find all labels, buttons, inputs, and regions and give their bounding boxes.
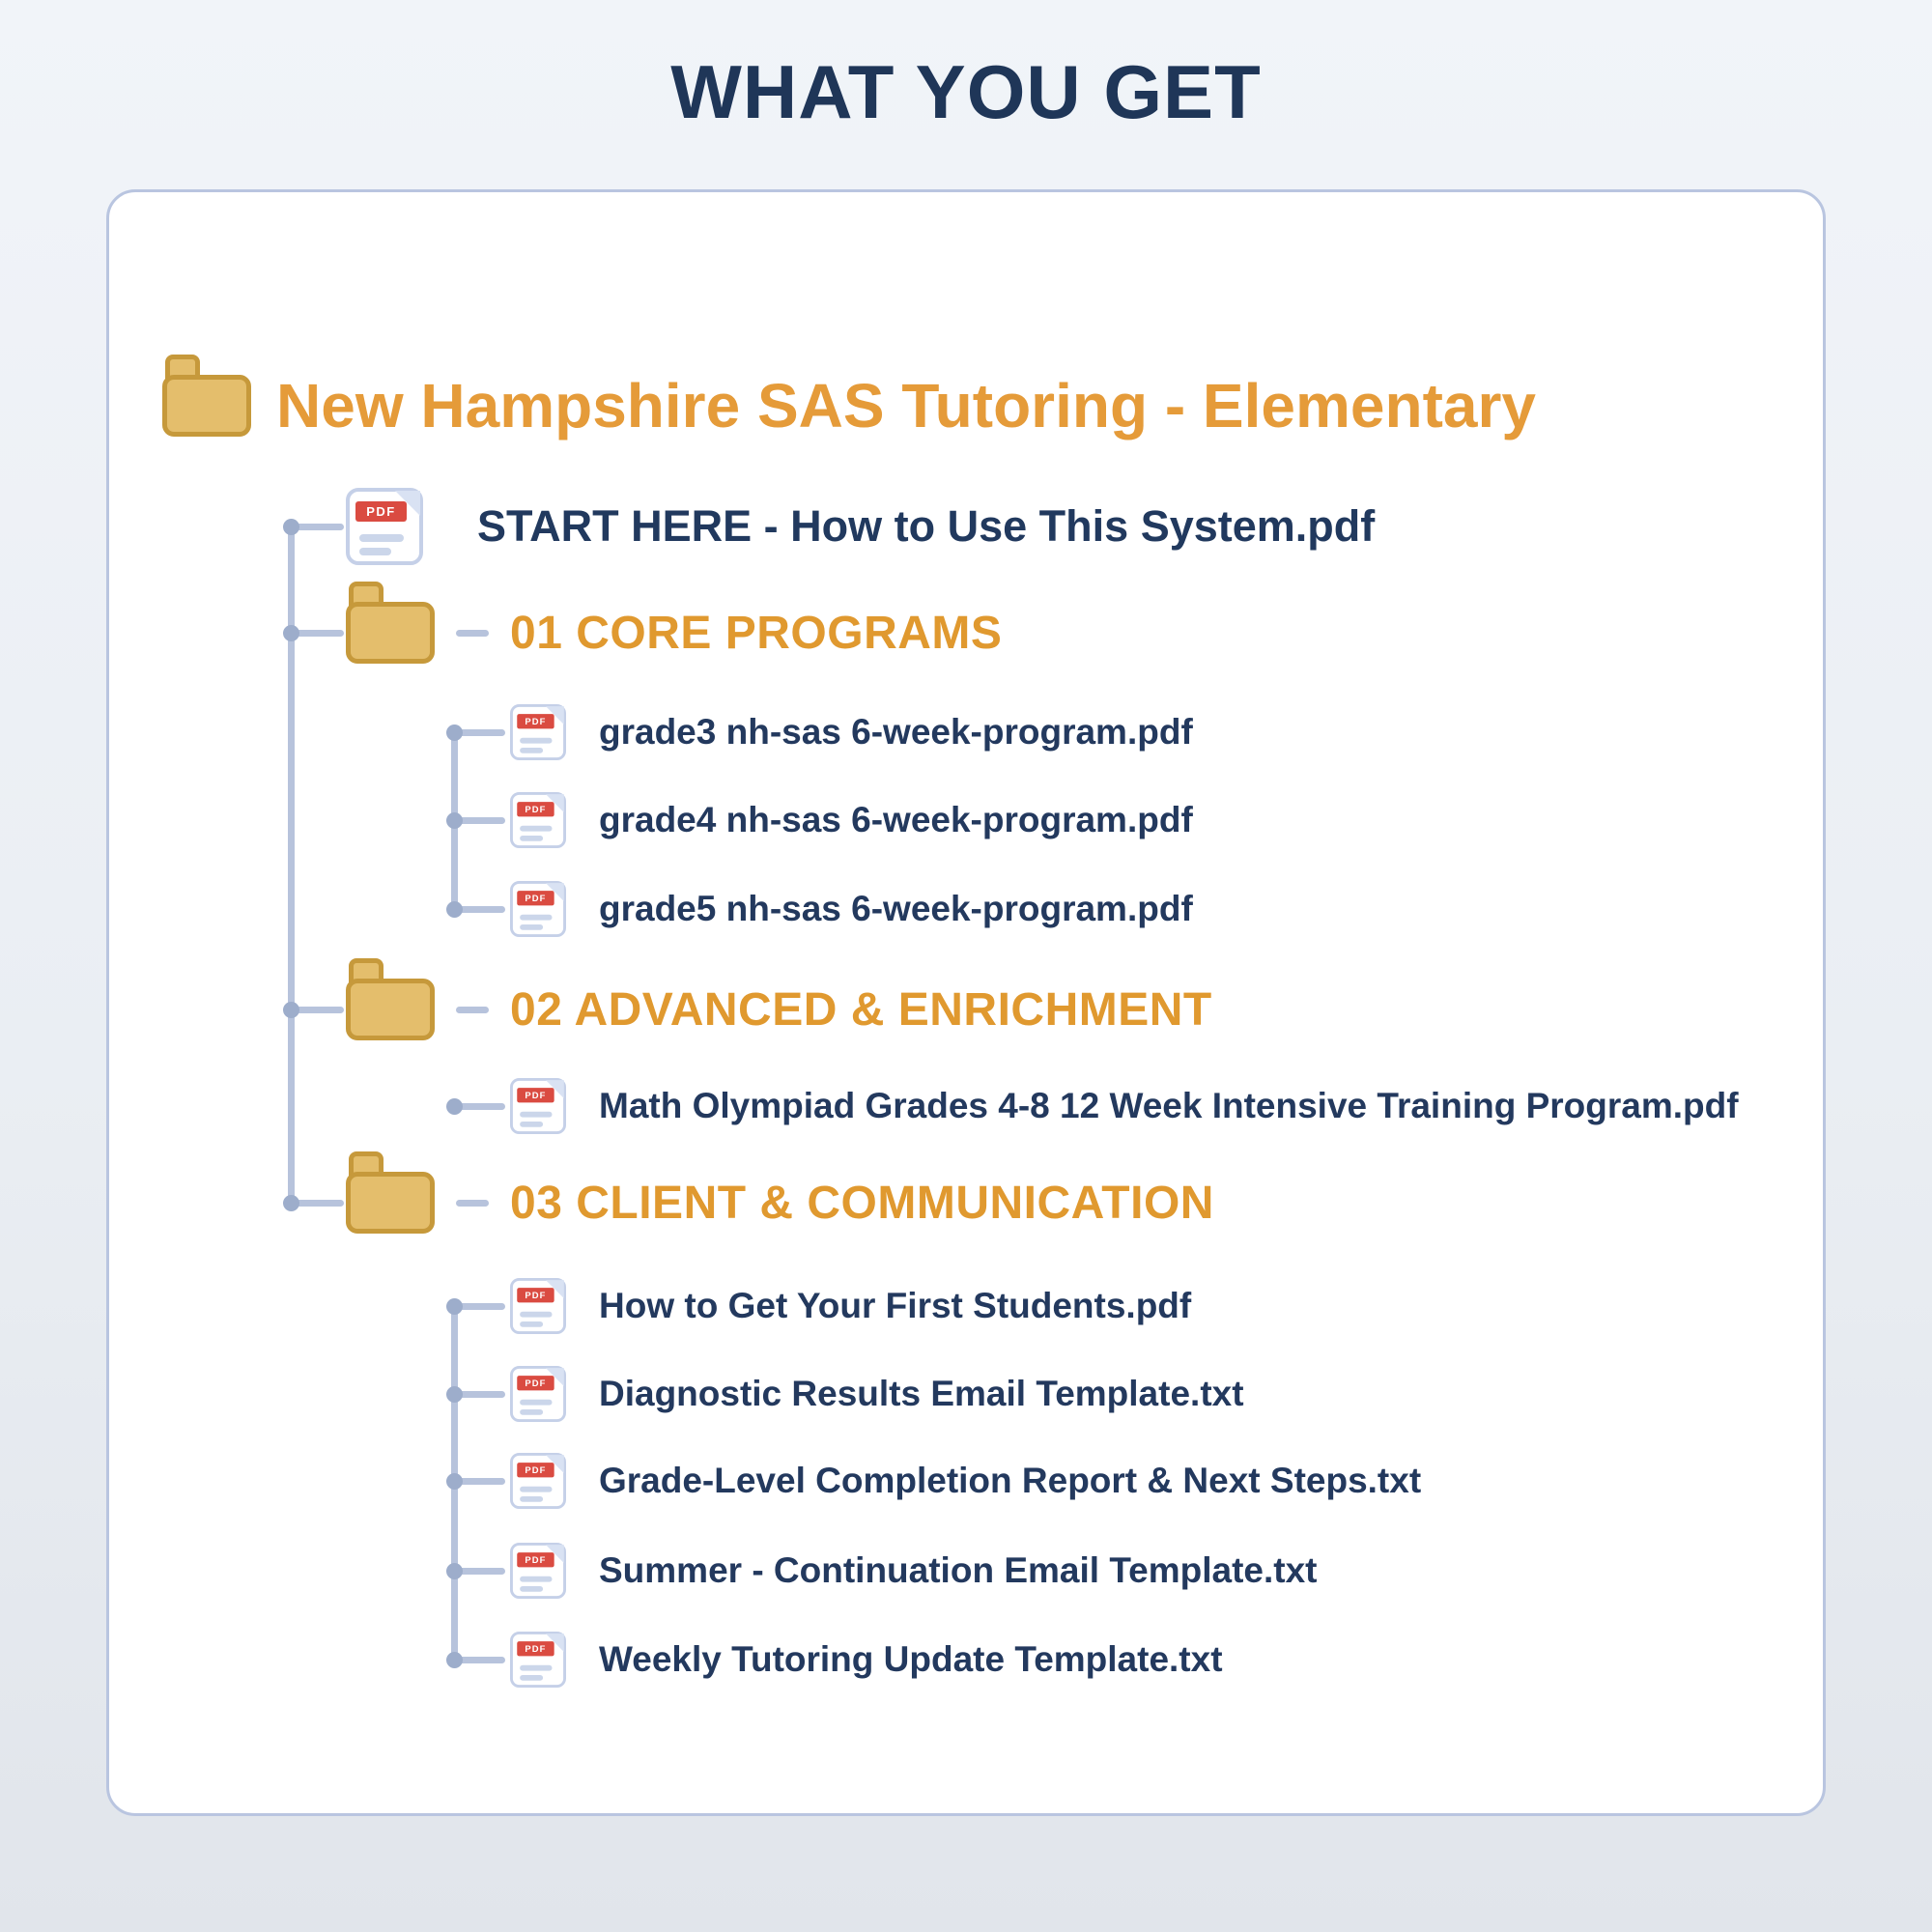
- file-item-grade4: [510, 781, 1193, 859]
- junction-dot: [446, 1386, 463, 1403]
- junction-dot: [283, 625, 299, 641]
- pdf-file-icon: [510, 1632, 566, 1688]
- junction-dot: [283, 1195, 299, 1211]
- pdf-file-icon: [510, 1453, 566, 1509]
- pdf-file-icon: [510, 1543, 566, 1599]
- file-item-grade3: [510, 694, 1193, 771]
- folder-label: 01 CORE PROGRAMS: [510, 607, 1003, 659]
- folder-item-02-advanced-enrichment: [346, 963, 1212, 1056]
- tree-connector-dash: [456, 1200, 489, 1207]
- pdf-badge-label: PDF: [517, 1552, 554, 1567]
- junction-dot: [283, 519, 299, 535]
- folder-icon: [346, 602, 435, 664]
- file-label: How to Get Your First Students.pdf: [599, 1286, 1192, 1325]
- file-item-start-here: [346, 486, 1375, 567]
- pdf-badge-label: PDF: [517, 1463, 554, 1477]
- file-label: grade4 nh-sas 6-week-program.pdf: [599, 800, 1193, 839]
- pdf-badge-label: PDF: [517, 1376, 554, 1390]
- pdf-badge-label: PDF: [355, 501, 407, 522]
- pdf-badge-label: PDF: [517, 891, 554, 905]
- pdf-badge-label: PDF: [517, 802, 554, 816]
- junction-dot: [446, 1298, 463, 1315]
- file-item-diagnostic-email: [510, 1355, 1244, 1433]
- pdf-file-icon: [346, 488, 423, 565]
- pdf-file-icon: [510, 1278, 566, 1334]
- file-label: START HERE - How to Use This System.pdf: [477, 501, 1376, 551]
- file-item-first-students: [510, 1267, 1191, 1345]
- file-label: Weekly Tutoring Update Template.txt: [599, 1639, 1223, 1679]
- file-item-completion-report: [510, 1442, 1421, 1520]
- page-title: WHAT YOU GET: [670, 49, 1262, 134]
- file-label: grade5 nh-sas 6-week-program.pdf: [599, 889, 1193, 928]
- folder-icon: [346, 979, 435, 1040]
- folder-label: 03 CLIENT & COMMUNICATION: [510, 1177, 1214, 1229]
- file-label: Summer - Continuation Email Template.txt: [599, 1550, 1318, 1590]
- pdf-file-icon: [510, 1366, 566, 1422]
- file-label: grade3 nh-sas 6-week-program.pdf: [599, 712, 1193, 752]
- file-item-grade5: [510, 870, 1193, 948]
- folder-icon: [162, 375, 251, 437]
- pdf-file-icon: [510, 704, 566, 760]
- file-label: Grade-Level Completion Report & Next Steps.txt: [599, 1461, 1422, 1500]
- junction-dot: [446, 1098, 463, 1115]
- pdf-badge-label: PDF: [517, 714, 554, 728]
- pdf-badge-label: PDF: [517, 1288, 554, 1302]
- pdf-file-icon: [510, 792, 566, 848]
- junction-dot: [446, 1473, 463, 1490]
- junction-dot: [283, 1002, 299, 1018]
- junction-dot: [446, 1563, 463, 1579]
- junction-dot: [446, 1652, 463, 1668]
- file-item-math-olympiad: [510, 1067, 1739, 1145]
- folder-label: New Hampshire SAS Tutoring - Elementary: [276, 371, 1536, 440]
- file-label: Math Olympiad Grades 4-8 12 Week Intensive Training Program.pdf: [599, 1086, 1739, 1125]
- pdf-badge-label: PDF: [517, 1088, 554, 1102]
- folder-label: 02 ADVANCED & ENRICHMENT: [510, 983, 1212, 1036]
- pdf-file-icon: [510, 1078, 566, 1134]
- tree-connector-dash: [456, 630, 489, 637]
- pdf-badge-label: PDF: [517, 1641, 554, 1656]
- pdf-file-icon: [510, 881, 566, 937]
- junction-dot: [446, 812, 463, 829]
- file-item-summer-continuation: [510, 1532, 1318, 1609]
- junction-dot: [446, 901, 463, 918]
- tree-connector-dash: [456, 1007, 489, 1013]
- junction-dot: [446, 724, 463, 741]
- folder-icon: [346, 1172, 435, 1234]
- file-item-weekly-update: [510, 1621, 1223, 1698]
- root-folder-item: [162, 361, 1536, 450]
- folder-item-01-core-programs: [346, 586, 1002, 679]
- file-label: Diagnostic Results Email Template.txt: [599, 1374, 1244, 1413]
- folder-item-03-client-communication: [346, 1156, 1214, 1249]
